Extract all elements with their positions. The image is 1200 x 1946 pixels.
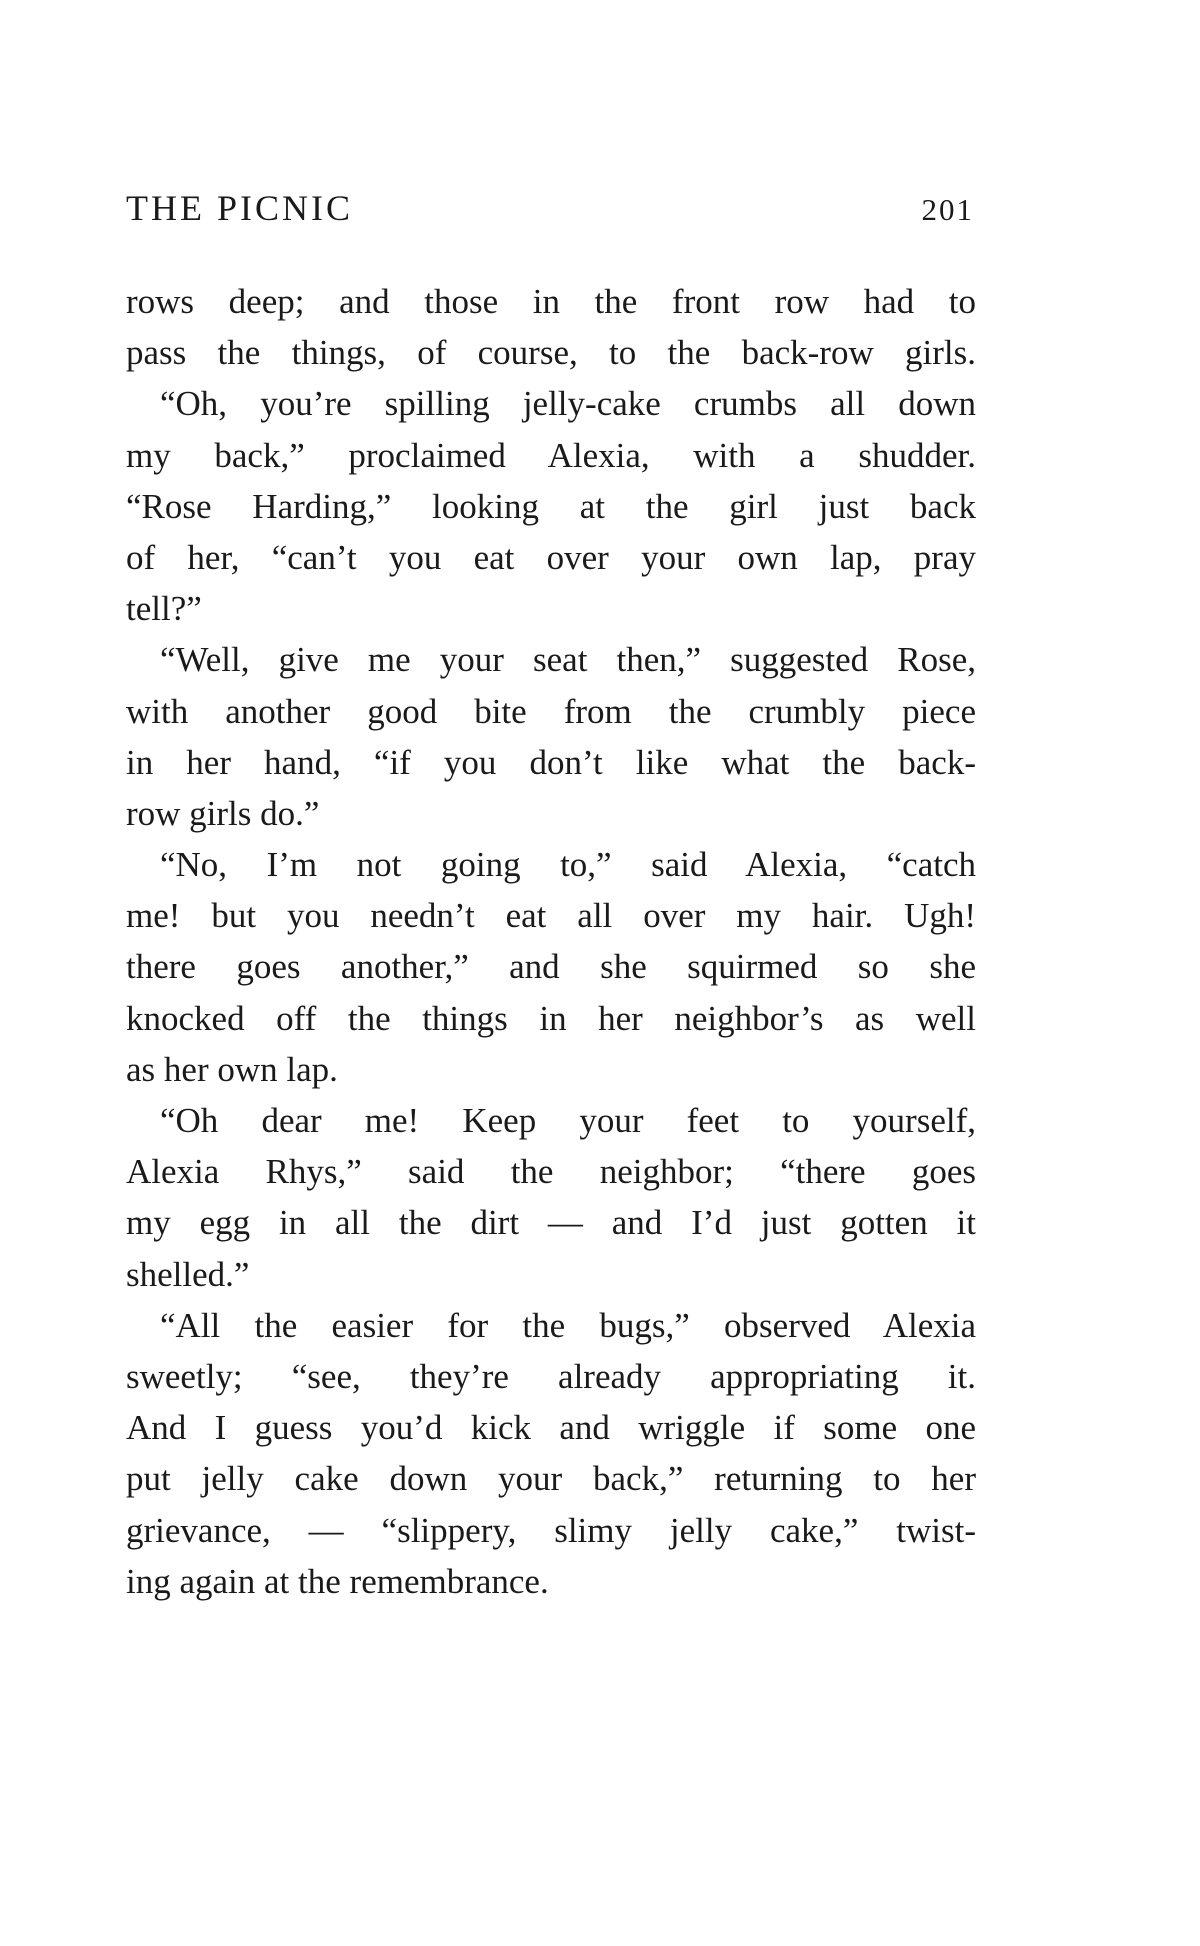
text-line: my egg in all the dirt — and I’d just gotten it	[126, 1203, 976, 1243]
text-line: tell?”	[126, 589, 202, 629]
text-line: And I guess you’d kick and wriggle if some one	[126, 1408, 976, 1448]
text-line: knocked off the things in her neighbor’s as well	[126, 998, 976, 1038]
text-line: pass the things, of course, to the back-row girls.	[126, 333, 976, 373]
text-line: Alexia Rhys,” said the neighbor; “there goes	[126, 1152, 976, 1192]
text-line: my back,” proclaimed Alexia, with a shudder.	[126, 435, 976, 475]
page-number: 201	[921, 192, 974, 227]
text-line: “No, I’m not going to,” said Alexia, “catch	[160, 845, 976, 885]
text-line: row girls do.”	[126, 793, 320, 833]
body-text	[126, 276, 976, 1607]
text-line: with another good bite from the crumbly piece	[126, 691, 976, 731]
text-line: sweetly; “see, they’re already appropriating it.	[126, 1356, 976, 1396]
text-line: put jelly cake down your back,” returning to her	[126, 1459, 976, 1499]
text-line: “Oh dear me! Keep your feet to yourself,	[160, 1101, 976, 1140]
text-line: “Rose Harding,” looking at the girl just back	[126, 486, 976, 526]
text-line: as her own lap.	[126, 1049, 338, 1089]
text-line: rows deep; and those in the front row had to	[126, 282, 976, 321]
text-line: “Oh, you’re spilling jelly-cake crumbs all down	[160, 384, 976, 424]
text-line: in her hand, “if you don’t like what the back-	[126, 742, 976, 782]
text-line: me! but you needn’t eat all over my hair. Ugh!	[126, 896, 976, 936]
text-line: grievance, — “slippery, slimy jelly cake,” twist-	[126, 1510, 976, 1550]
running-head: THE PICNIC	[126, 188, 353, 228]
text-line: “All the easier for the bugs,” observed Alexia	[160, 1305, 976, 1345]
text-line: “Well, give me your seat then,” suggested Rose,	[160, 640, 976, 680]
text-line: ing again at the remembrance.	[126, 1561, 549, 1601]
text-line: of her, “can’t you eat over your own lap, pray	[126, 537, 976, 577]
text-line: shelled.”	[126, 1254, 250, 1294]
text-line: there goes another,” and she squirmed so she	[126, 947, 976, 987]
